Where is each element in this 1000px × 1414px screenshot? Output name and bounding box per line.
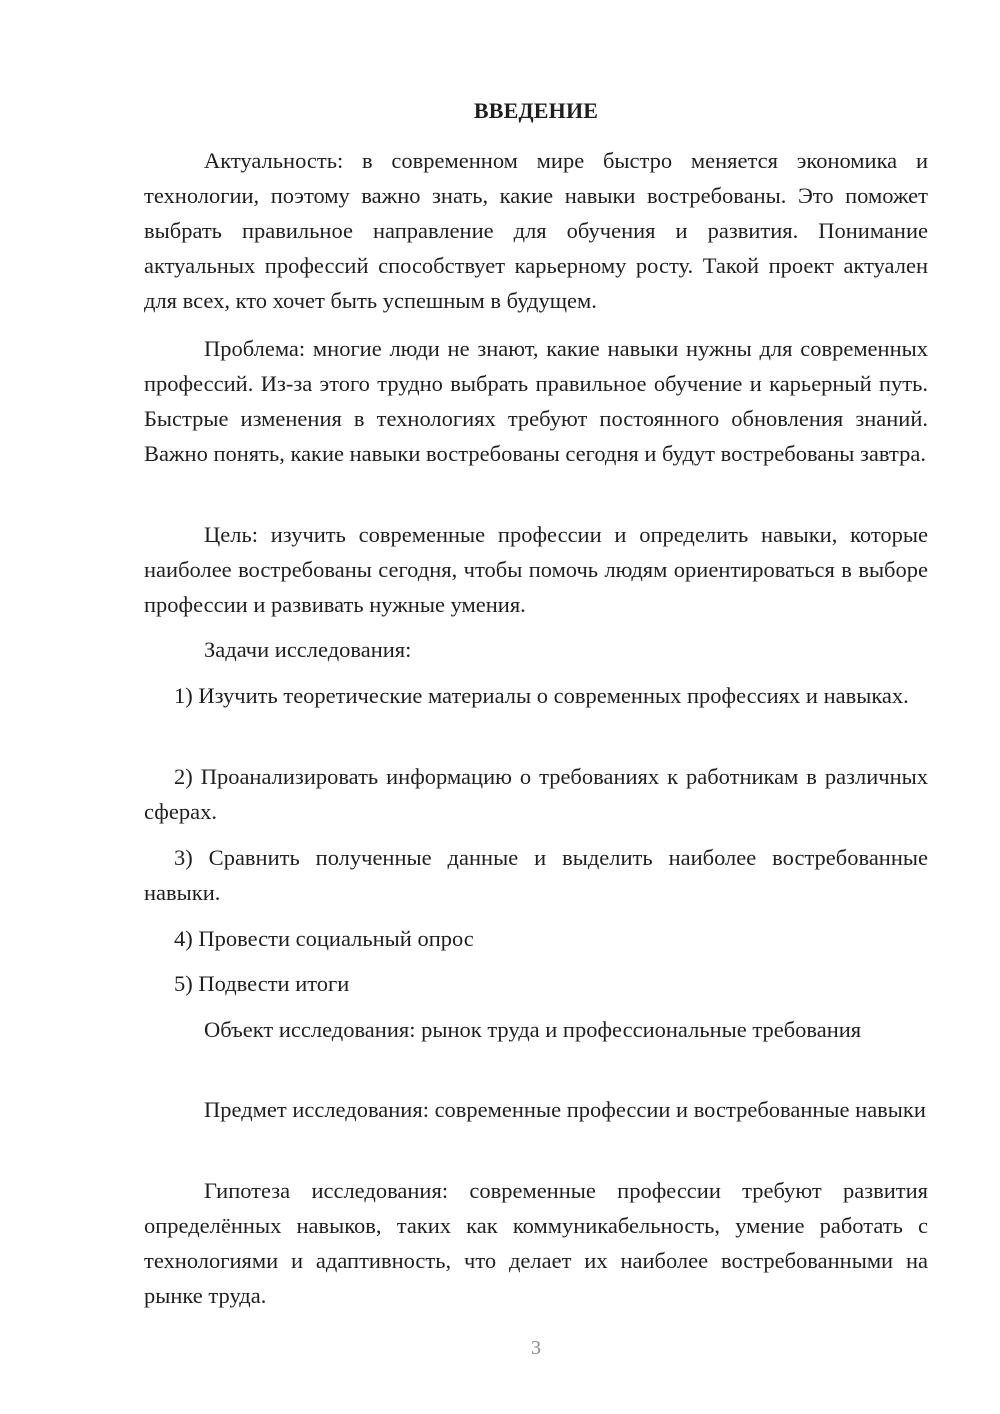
page-number: 3 [531, 1337, 541, 1359]
paragraph-goal: Цель: изучить современные профессии и определить навыки, которые наиболее востребованы сегодня, чтобы помочь людям ориентироваться в выборе профессии и развивать нужные умения. [144, 522, 928, 617]
task-item-3: 3) Сравнить полученные данные и выделить наиболее востребованные навыки. [144, 845, 928, 905]
paragraph-relevance: Актуальность: в современном мире быстро меняется экономика и технологии, поэтому важно знать, какие навыки востребованы. Это поможет выбрать правильное направление для обучения и развития. Понимание актуальных профессий способствует карьерному росту. Такой проект актуален для всех, кто хочет быть успешным в будущем. [144, 148, 928, 313]
task-item-5: 5) Подвести итоги [174, 971, 350, 996]
task-item-4: 4) Провести социальный опрос [174, 926, 474, 951]
task-item-2: 2) Проанализировать информацию о требованиях к работникам в различных сферах. [144, 764, 928, 824]
tasks-heading: Задачи исследования: [204, 637, 412, 662]
section-title: ВВЕДЕНИЕ [473, 98, 599, 123]
paragraph-hypothesis: Гипотеза исследования: современные профессии требуют развития определённых навыков, таких как коммуникабельность, умение работать с технологиями и адаптивность, что делает их наиболее востребованными на рынке труда. [144, 1178, 928, 1308]
task-item-1: 1) Изучить теоретические материалы о современных профессиях и навыках. [174, 683, 909, 708]
paragraph-problem: Проблема: многие люди не знают, какие навыки нужны для современных профессий. Из-за этого трудно выбрать правильное обучение и карьерный путь. Быстрые изменения в технологиях требуют постоянного обновления знаний. Важно понять, какие навыки востребованы сегодня и будут востребованы завтра. [144, 336, 928, 466]
paragraph-subject: Предмет исследования: современные профессии и востребованные навыки [204, 1097, 926, 1122]
document-page [144, 0, 928, 1414]
paragraph-object: Объект исследования: рынок труда и профессиональные требования [204, 1017, 862, 1042]
